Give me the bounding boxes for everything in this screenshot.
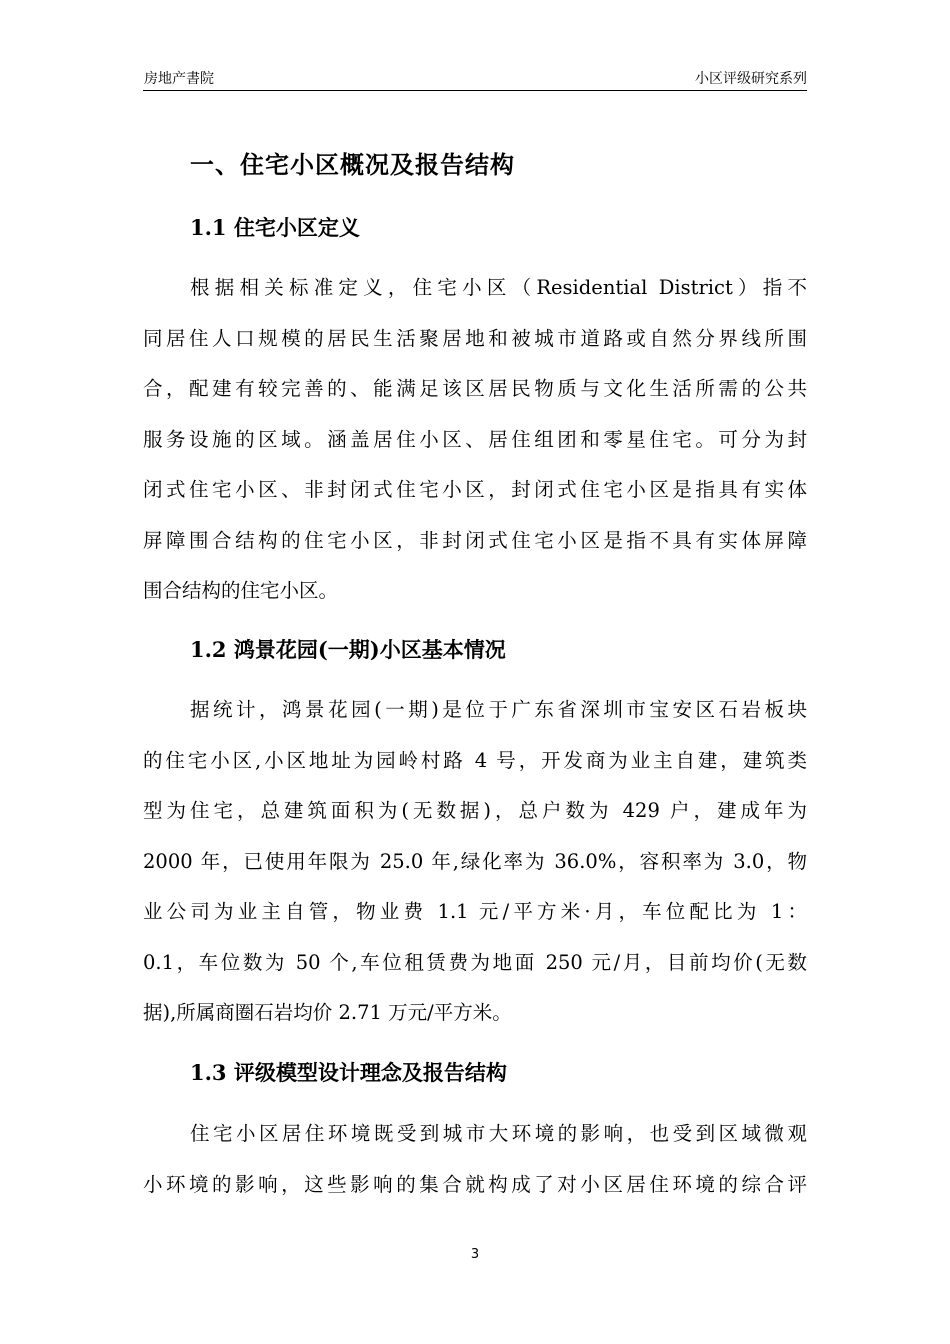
paragraph-line: 据统计，鸿景花园(一期)是位于广东省深圳市宝安区石岩板块 — [190, 698, 807, 721]
paragraph-line: 根据相关标准定义，住宅小区（Residential District）指不 — [190, 276, 807, 299]
header-series: 小区评级研究系列 — [695, 71, 807, 87]
paragraph-line: 同居住人口规模的居民生活聚居地和被城市道路或自然分界线所围 — [143, 326, 807, 350]
paragraph-line: 围合结构的住宅小区。 — [143, 579, 339, 602]
paragraph-line: 服务设施的区域。涵盖居住小区、居住组团和零星住宅。可分为封 — [143, 427, 807, 451]
paragraph-line: 住宅小区居住环境既受到城市大环境的影响，也受到区域微观 — [190, 1122, 807, 1145]
page-number: 3 — [470, 1247, 480, 1262]
section-1-3-paragraph — [143, 1109, 807, 1210]
chapter-heading: 一、住宅小区概况及报告结构 — [190, 150, 515, 179]
paragraph-line: 的住宅小区,小区地址为园岭村路 4 号，开发商为业主自建，建筑类 — [143, 748, 807, 772]
paragraph-line: 业公司为业主自管，物业费 1.1 元/平方米·月，车位配比为 1： — [143, 900, 807, 923]
section-1-1-title: 1.1 住宅小区定义 — [190, 215, 360, 240]
paragraph-line: 据),所属商圈石岩均价 2.71 万元/平方米。 — [143, 1001, 512, 1024]
section-1-2-title: 1.2 鸿景花园(一期)小区基本情况 — [190, 637, 506, 662]
paragraph-line: 闭式住宅小区、非封闭式住宅小区，封闭式住宅小区是指具有实体 — [143, 478, 807, 501]
section-1-1-paragraph — [143, 263, 807, 617]
paragraph-line: 型为住宅，总建筑面积为(无数据)，总户数为 429 户，建成年为 — [143, 799, 807, 822]
header-publisher: 房地产書院 — [144, 71, 214, 87]
paragraph-line: 2000 年，已使用年限为 25.0 年,绿化率为 36.0%，容积率为 3.0，物 — [143, 849, 807, 873]
paragraph-line: 合，配建有较完善的、能满足该区居民物质与文化生活所需的公共 — [143, 377, 807, 400]
paragraph-line: 0.1，车位数为 50 个,车位租赁费为地面 250 元/月，目前均价(无数 — [143, 950, 807, 974]
paragraph-line: 屏障围合结构的住宅小区，非封闭式住宅小区是指不具有实体屏障 — [143, 528, 807, 552]
section-1-3-title: 1.3 评级模型设计理念及报告结构 — [190, 1060, 507, 1085]
section-1-2-paragraph — [143, 685, 807, 1039]
paragraph-line: 小环境的影响，这些影响的集合就构成了对小区居住环境的综合评 — [143, 1172, 807, 1196]
page-header — [143, 66, 807, 91]
